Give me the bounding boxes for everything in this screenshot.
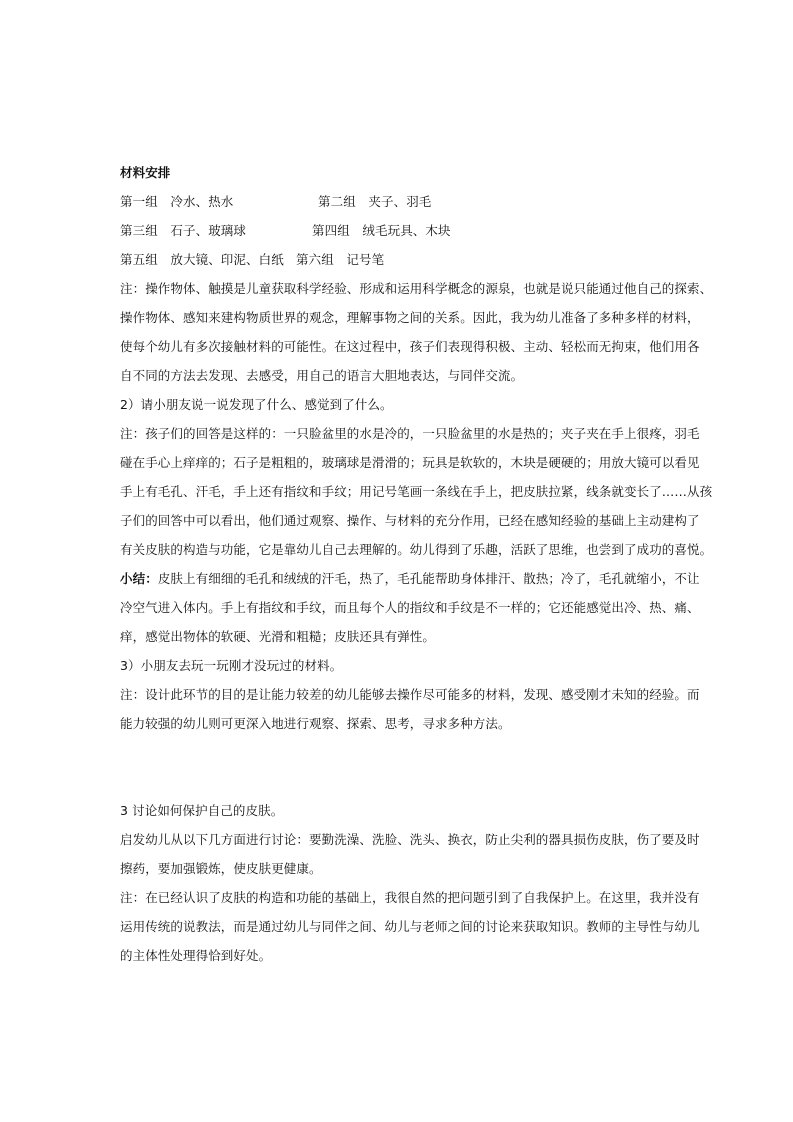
note-line: 注：设计此环节的目的是让能力较差的幼儿能够去操作尽可能多的材料，发现、感受刚才未知的经验。而	[120, 687, 700, 702]
note-line: 子们的回答中可以看出，他们通过观察、操作、与材料的充分作用，已经在感知经验的基础上主动建构了	[120, 513, 700, 528]
summary-label: 小结：	[120, 571, 158, 586]
group-5: 第五组 放大镜、印泥、白纸	[120, 252, 284, 267]
document-page	[120, 158, 713, 970]
note-line: 操作物体、感知来建构物质世界的观念，理解事物之间的关系。因此，我为幼儿准备了多种多样的材料，	[120, 310, 700, 325]
note-line: 运用传统的说教法，而是通过幼儿与同伴之间、幼儿与老师之间的讨论来获取知识。教师的主导性与幼儿	[120, 919, 700, 934]
discussion-heading: 3 讨论如何保护自己的皮肤。	[120, 803, 284, 818]
group-row	[120, 216, 680, 245]
step-3-heading: 3）小朋友去玩一玩刚才没玩过的材料。	[120, 658, 343, 673]
note-line: 使每个幼儿有多次接触材料的可能性。在这过程中，孩子们表现得积极、主动、轻松而无拘束，他们用各	[120, 339, 700, 354]
summary-line: 冷空气进入体内。手上有指纹和手纹，而且每个人的指纹和手纹是不一样的；它还能感觉出冷、热、痛、	[120, 600, 700, 615]
materials-title: 材料安排	[120, 165, 171, 180]
group-1: 第一组 冷水、热水	[120, 194, 234, 209]
body-line: 启发幼儿从以下几方面进行讨论：要勤洗澡、洗脸、洗头、换衣，防止尖利的器具损伤皮肤，伤了要及时	[120, 832, 700, 847]
summary-line	[120, 564, 700, 593]
blank-space	[120, 738, 680, 796]
note-line: 碰在手心上痒痒的；石子是粗粗的，玻璃球是滑滑的；玩具是软软的，木块是硬硬的；用放大镜可以看见	[120, 455, 700, 470]
note-line: 自不同的方法去发现、去感受，用自己的语言大胆地表达，与同伴交流。	[120, 368, 524, 383]
summary-text: 皮肤上有细细的毛孔和绒绒的汗毛，热了，毛孔能帮助身体排汗、散热；冷了，毛孔就缩小，不让	[157, 571, 700, 586]
note-line: 的主体性处理得恰到好处。	[120, 948, 272, 963]
step-2-heading: 2）请小朋友说一说发现了什么、感觉到了什么。	[120, 397, 393, 412]
group-3: 第三组 石子、玻璃球	[120, 223, 247, 238]
summary-line: 痒，感觉出物体的软硬、光滑和粗糙；皮肤还具有弹性。	[120, 629, 436, 644]
note-line: 手上有毛孔、汗毛，手上还有指纹和手纹；用记号笔画一条线在手上，把皮肤拉紧，线条就变长了……从孩	[120, 484, 713, 499]
group-4: 第四组 绒毛玩具、木块	[312, 223, 451, 238]
group-row	[120, 245, 680, 274]
note-line: 注：在已经认识了皮肤的构造和功能的基础上，我很自然的把问题引到了自我保护上。在这里，我并没有	[120, 890, 700, 905]
note-line: 注：孩子们的回答是这样的：一只脸盆里的水是冷的，一只脸盆里的水是热的；夹子夹在手上很疼，羽毛	[120, 426, 700, 441]
group-2: 第二组 夹子、羽毛	[318, 194, 432, 209]
group-row	[120, 187, 680, 216]
note-line: 有关皮肤的构造与功能，它是靠幼儿自己去理解的。幼儿得到了乐趣，活跃了思维，也尝到了成功的喜悦。	[120, 542, 713, 557]
body-line: 擦药，要加强锻炼，使皮肤更健康。	[120, 861, 322, 876]
note-line: 注：操作物体、触摸是儿童获取科学经验、形成和运用科学概念的源泉，也就是说只能通过他自己的探索、	[120, 281, 713, 296]
group-6: 第六组 记号笔	[296, 252, 385, 267]
note-line: 能力较强的幼儿则可更深入地进行观察、探索、思考，寻求多种方法。	[120, 716, 511, 731]
